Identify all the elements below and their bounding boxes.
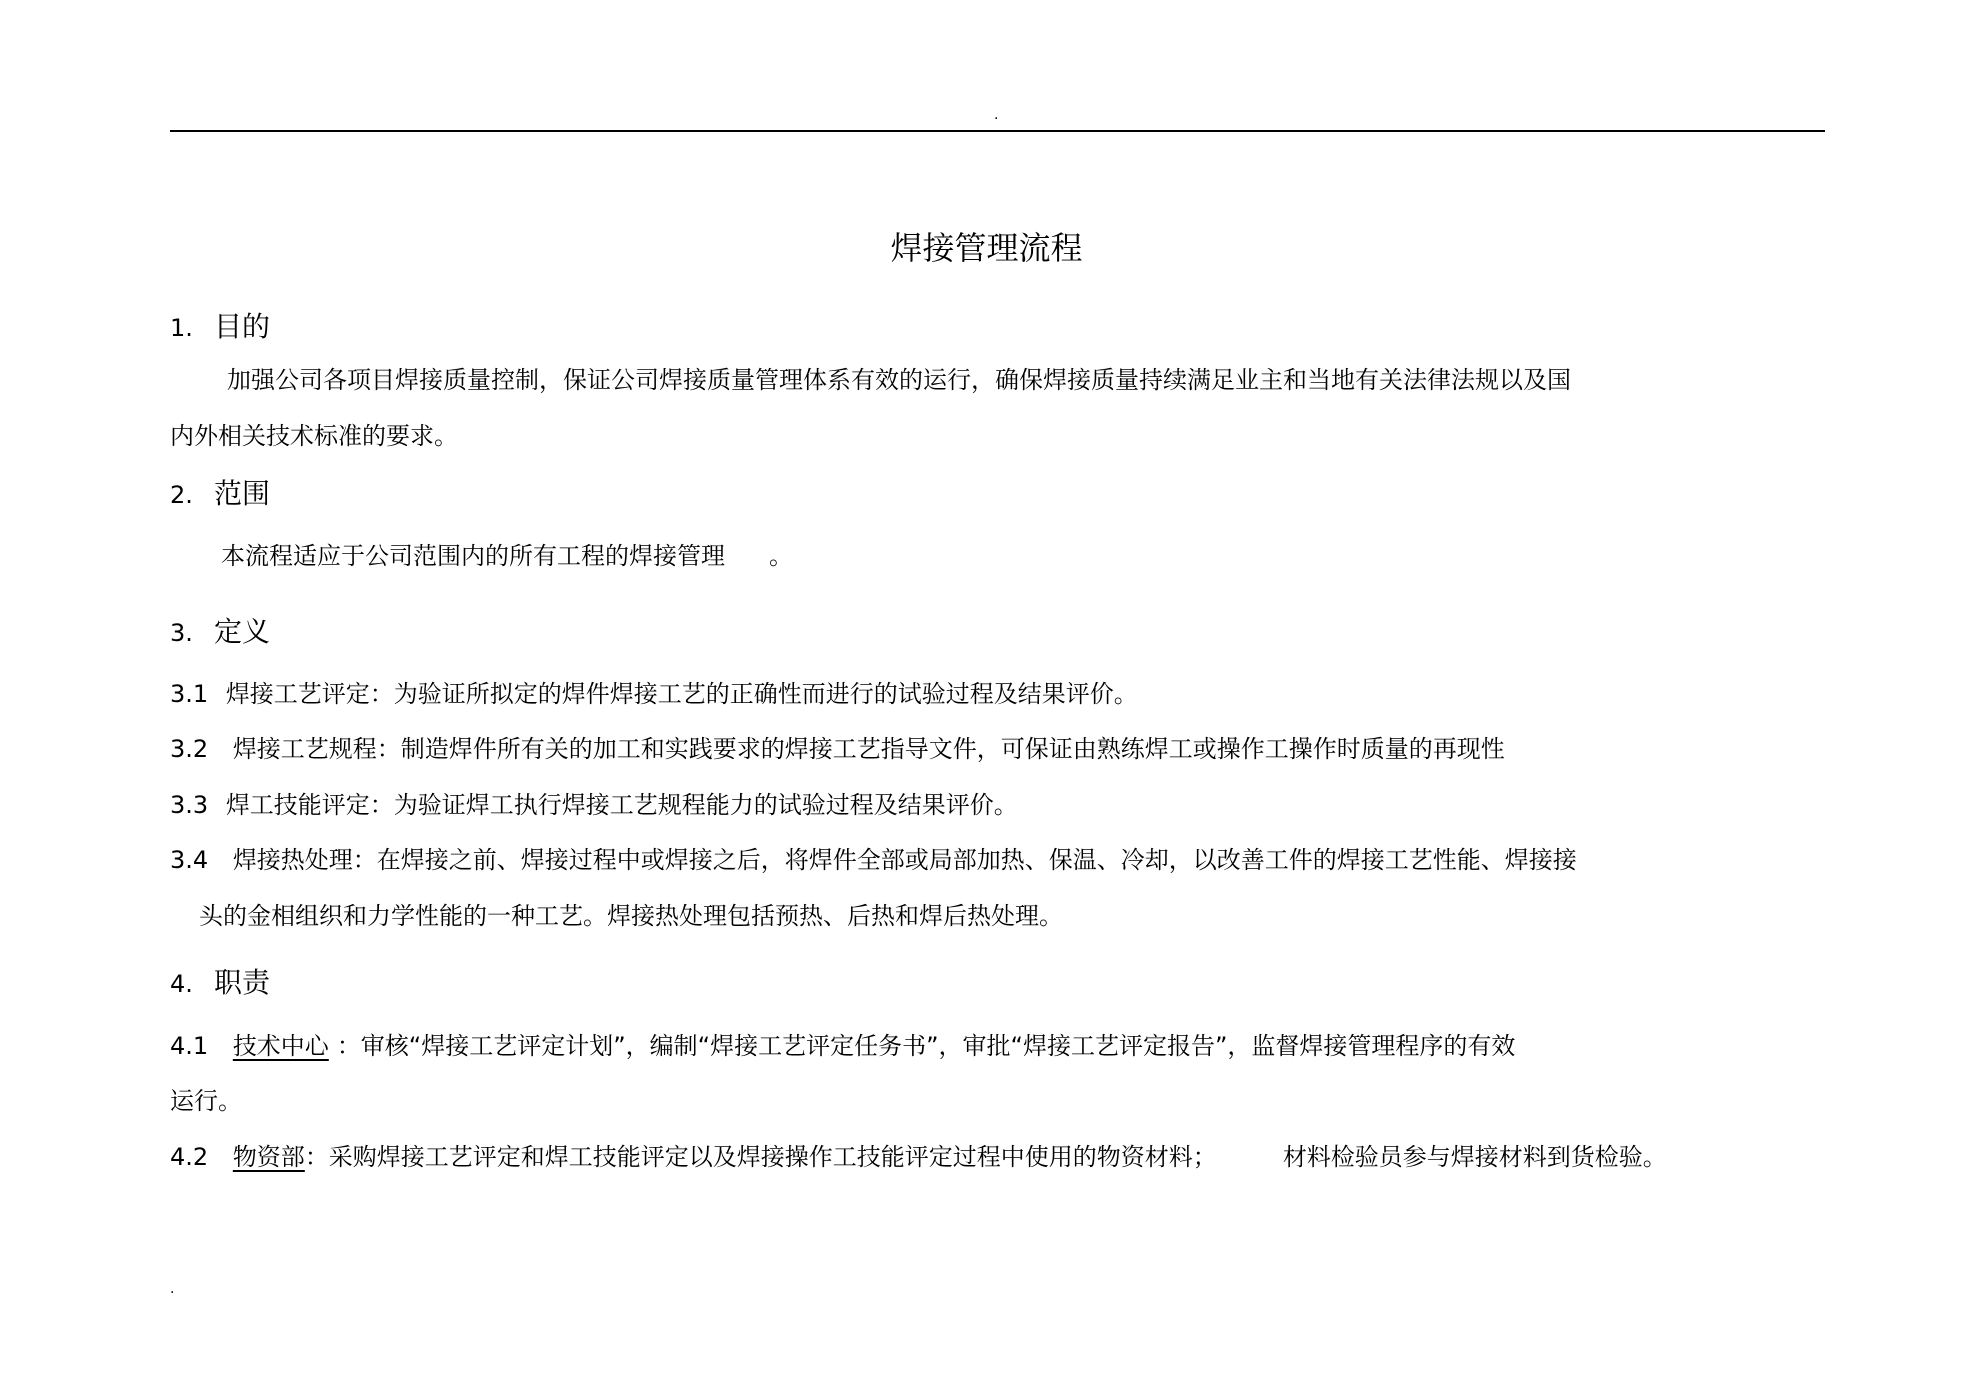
section-title: 职责	[214, 966, 271, 999]
responsibility-text: ：审核“焊接工艺评定计划”，编制“焊接工艺评定任务书”，审批“焊接工艺评定报告”，监督焊接管理程序的有效	[336, 1032, 1516, 1060]
responsibility-item	[170, 1141, 1667, 1173]
responsibility-item-continuation: 运行。	[170, 1087, 242, 1115]
definition-item	[170, 733, 1505, 765]
section-1-heading	[170, 309, 270, 346]
definition-item	[170, 789, 1018, 821]
section-3-heading	[170, 614, 270, 651]
definition-item-continuation: 头的金相组织和力学性能的一种工艺。焊接热处理包括预热、后热和焊后热处理。	[199, 902, 1063, 930]
section-title: 目的	[214, 310, 271, 343]
definition-number: 3.2	[170, 735, 209, 763]
document-title: 焊接管理流程	[890, 229, 1083, 267]
responsibility-text-2: 材料检验员参与焊接材料到货检验。	[1282, 1143, 1667, 1171]
section-1-paragraph-line-1: 加强公司各项目焊接质量控制，保证公司焊接质量管理体系有效的运行，确保焊接质量持续满足业主和当地有关法律法规以及国	[227, 366, 1571, 394]
section-number: 1.	[170, 314, 193, 342]
section-2-paragraph	[221, 540, 793, 572]
definition-number: 3.4	[170, 846, 209, 874]
section-number: 2.	[170, 481, 193, 509]
definition-number: 3.1	[170, 680, 209, 708]
definition-item	[170, 844, 1577, 876]
definition-item	[170, 678, 1138, 710]
definition-text: 焊工技能评定：为验证焊工执行焊接工艺规程能力的试验过程及结果评价。	[225, 791, 1018, 819]
header-rule	[170, 130, 1825, 132]
responsibility-number: 4.1	[170, 1032, 209, 1060]
definition-number: 3.3	[170, 791, 209, 819]
section-2-heading	[170, 476, 270, 513]
footer-mark: .	[170, 1281, 175, 1297]
section-1-paragraph-line-2: 内外相关技术标准的要求。	[170, 422, 458, 450]
definition-text: 焊接工艺评定：为验证所拟定的焊件焊接工艺的正确性而进行的试验过程及结果评价。	[225, 680, 1138, 708]
section-number: 3.	[170, 619, 193, 647]
section-2-paragraph-end: 。	[769, 542, 793, 570]
section-number: 4.	[170, 970, 193, 998]
definition-text: 焊接热处理：在焊接之前、焊接过程中或焊接之后，将焊件全部或局部加热、保温、冷却，以改善工件的焊接工艺性能、焊接接	[232, 846, 1577, 874]
responsibility-number: 4.2	[170, 1143, 209, 1171]
responsibility-department: 物资部	[232, 1143, 305, 1171]
definition-text: 焊接工艺规程：制造焊件所有关的加工和实践要求的焊接工艺指导文件，可保证由熟练焊工或操作工操作时质量的再现性	[232, 735, 1505, 763]
section-title: 定义	[214, 615, 271, 648]
header-mark: .	[994, 107, 999, 123]
responsibility-text: ：采购焊接工艺评定和焊工技能评定以及焊接操作工技能评定过程中使用的物资材料；	[304, 1143, 1217, 1171]
section-title: 范围	[214, 477, 271, 510]
responsibility-department: 技术中心	[232, 1032, 329, 1060]
section-2-paragraph-text: 本流程适应于公司范围内的所有工程的焊接管理	[221, 542, 725, 570]
section-4-heading	[170, 965, 270, 1002]
responsibility-item	[170, 1030, 1515, 1062]
